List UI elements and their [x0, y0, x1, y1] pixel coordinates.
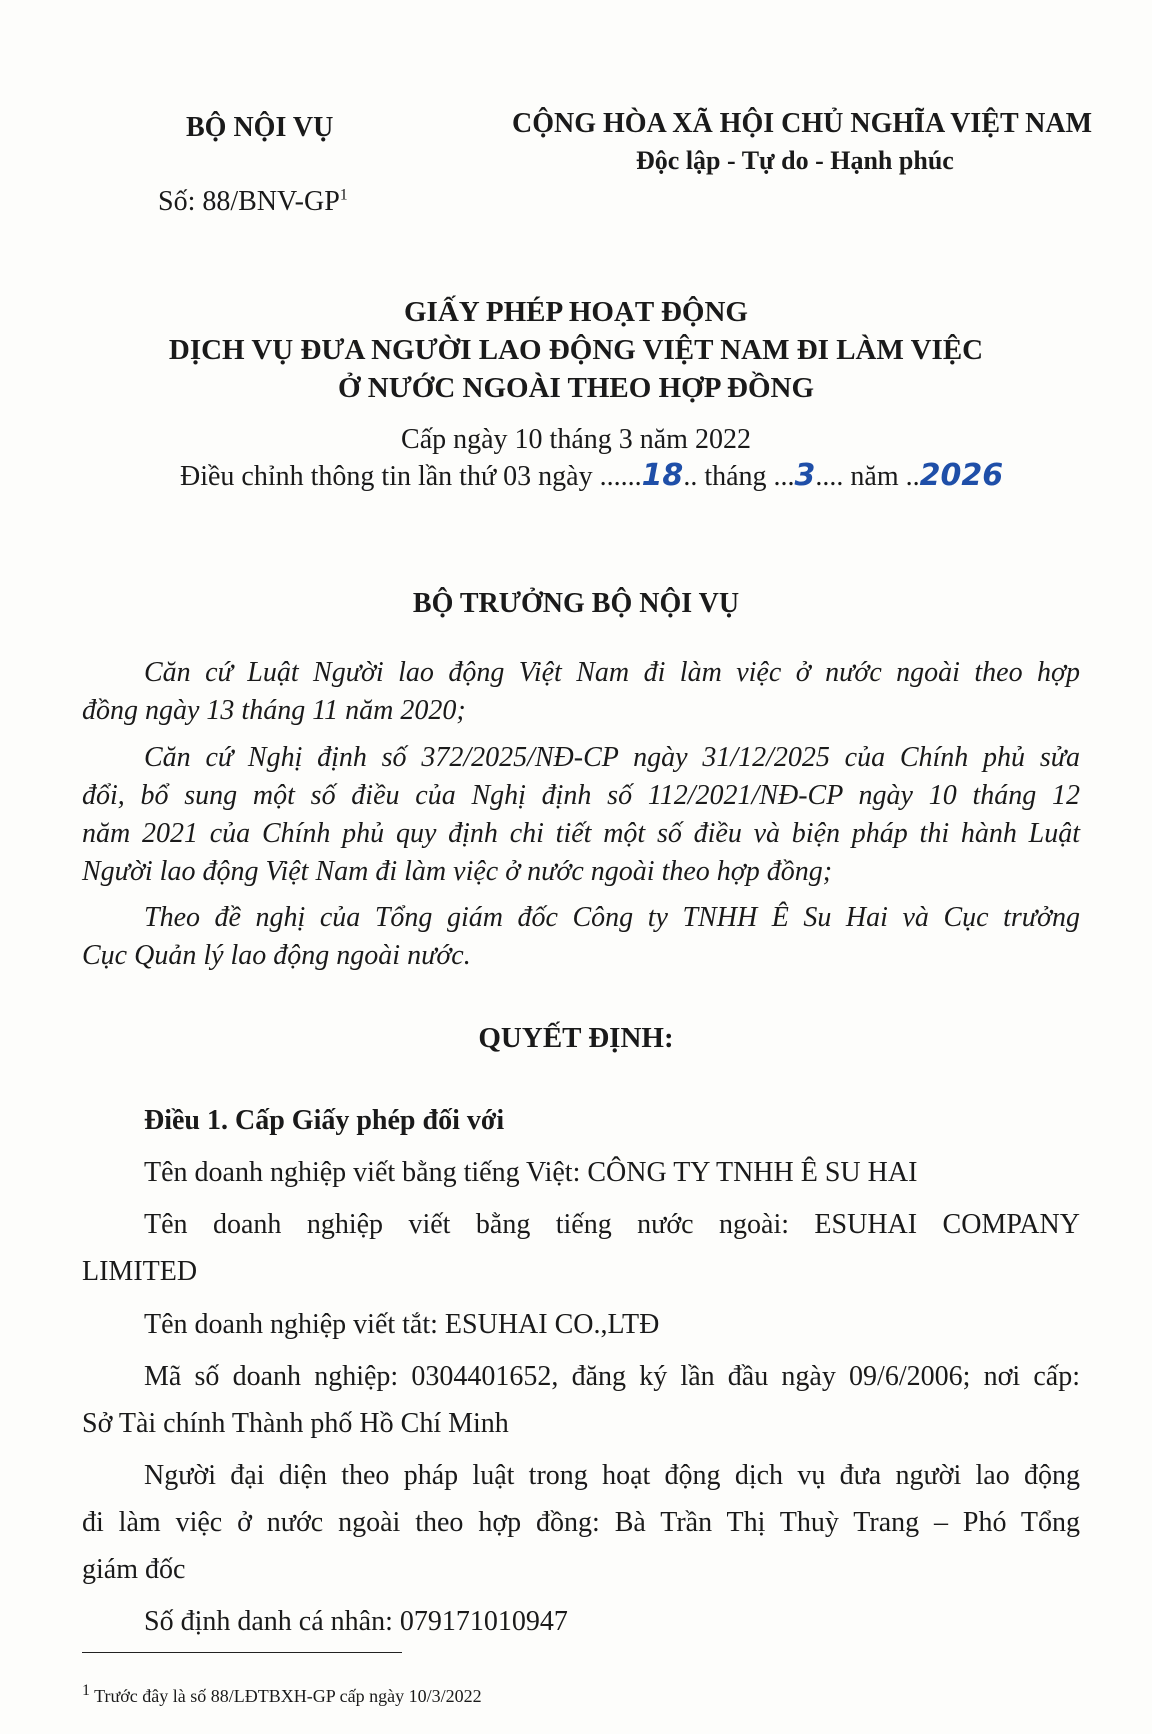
- preamble-2-line-1: Căn cứ Nghị định số 372/2025/NĐ-CP ngày 31/12/2025 của Chính phủ sửa: [144, 742, 1080, 773]
- adjust-dots-2: ..: [683, 461, 698, 492]
- preamble-3-line-1: Theo đề nghị của Tổng giám đốc Công ty TNHH Ê Su Hai và Cục trưởng: [144, 902, 1080, 933]
- decision-heading: QUYẾT ĐỊNH:: [478, 1022, 674, 1054]
- document-number: [158, 186, 348, 218]
- legal-rep-line-2: đi làm việc ở nước ngoài theo hợp đồng: Bà Trần Thị Thuỳ Trang – Phó Tổng: [82, 1507, 1080, 1538]
- title-line-3: Ở NƯỚC NGOÀI THEO HỢP ĐỒNG: [337, 372, 815, 404]
- preamble-2-line-4: Người lao động Việt Nam đi làm việc ở nước ngoài theo hợp đồng;: [82, 856, 833, 887]
- preamble-2-line-2: đổi, bổ sung một số điều của Nghị định số 112/2021/NĐ-CP ngày 10 tháng 12: [82, 780, 1080, 811]
- adjust-dots-1: ......: [599, 461, 642, 492]
- adjust-dots-4: ....: [815, 461, 844, 492]
- preamble-1-line-1: Căn cứ Luật Người lao động Việt Nam đi làm việc ở nước ngoài theo hợp: [144, 657, 1080, 688]
- adjustment-prefix: Điều chỉnh thông tin lần thứ 03 ngày: [180, 461, 593, 492]
- month-label: tháng: [704, 461, 767, 492]
- document-number-text: Số: 88/BNV-GP: [158, 186, 340, 217]
- foreign-name-line-2: LIMITED: [82, 1256, 198, 1287]
- title-line-1: GIẤY PHÉP HOẠT ĐỘNG: [403, 296, 748, 328]
- issuing-authority: BỘ TRƯỞNG BỘ NỘI VỤ: [412, 588, 740, 619]
- adjust-dots-3: ...: [773, 461, 795, 492]
- article-1-heading: Điều 1. Cấp Giấy phép đối với: [144, 1105, 505, 1136]
- personal-id-number: Số định danh cá nhân: 079171010947: [144, 1606, 568, 1637]
- footnote-ref: 1: [339, 186, 348, 204]
- preamble-1-line-2: đồng ngày 13 tháng 11 năm 2020;: [82, 695, 466, 726]
- business-code-line-2: Sở Tài chính Thành phố Hồ Chí Minh: [82, 1408, 509, 1439]
- national-motto: Độc lập - Tự do - Hạnh phúc: [636, 146, 954, 175]
- adjustment-date: [180, 458, 1003, 493]
- vietnamese-name: Tên doanh nghiệp viết bằng tiếng Việt: CÔNG TY TNHH Ê SU HAI: [144, 1157, 918, 1188]
- preamble-3-line-2: Cục Quản lý lao động ngoài nước.: [82, 940, 471, 971]
- preamble-2-line-3: năm 2021 của Chính phủ quy định chi tiết một số điều và biện pháp thi hành Luật: [82, 818, 1080, 849]
- country-name: CỘNG HÒA XÃ HỘI CHỦ NGHĨA VIỆT NAM: [512, 108, 1093, 139]
- footnote-divider: [82, 1652, 402, 1653]
- adjust-dots-5: ..: [905, 461, 920, 492]
- handwritten-day: 18: [641, 458, 684, 493]
- handwritten-year: 2026: [919, 458, 1004, 493]
- short-name: Tên doanh nghiệp viết tắt: ESUHAI CO.,LTĐ: [144, 1309, 660, 1340]
- business-code-line-1: Mã số doanh nghiệp: 0304401652, đăng ký lần đầu ngày 09/6/2006; nơi cấp:: [144, 1361, 1080, 1392]
- handwritten-month: 3: [794, 458, 816, 493]
- ministry-name: BỘ NỘI VỤ: [186, 112, 334, 143]
- year-label: năm: [850, 461, 899, 492]
- footnote: [82, 1682, 482, 1707]
- legal-rep-line-1: Người đại diện theo pháp luật trong hoạt động dịch vụ đưa người lao động: [144, 1460, 1080, 1491]
- issue-date: Cấp ngày 10 tháng 3 năm 2022: [401, 424, 751, 455]
- legal-rep-line-3: giám đốc: [82, 1554, 186, 1585]
- footnote-text: Trước đây là số 88/LĐTBXH-GP cấp ngày 10/3/2022: [90, 1686, 482, 1706]
- title-line-2: DỊCH VỤ ĐƯA NGƯỜI LAO ĐỘNG VIỆT NAM ĐI LÀM VIỆC: [168, 334, 984, 366]
- foreign-name-line-1: Tên doanh nghiệp viết bằng tiếng nước ngoài: ESUHAI COMPANY: [144, 1209, 1080, 1240]
- footnote-mark: 1: [82, 1682, 90, 1699]
